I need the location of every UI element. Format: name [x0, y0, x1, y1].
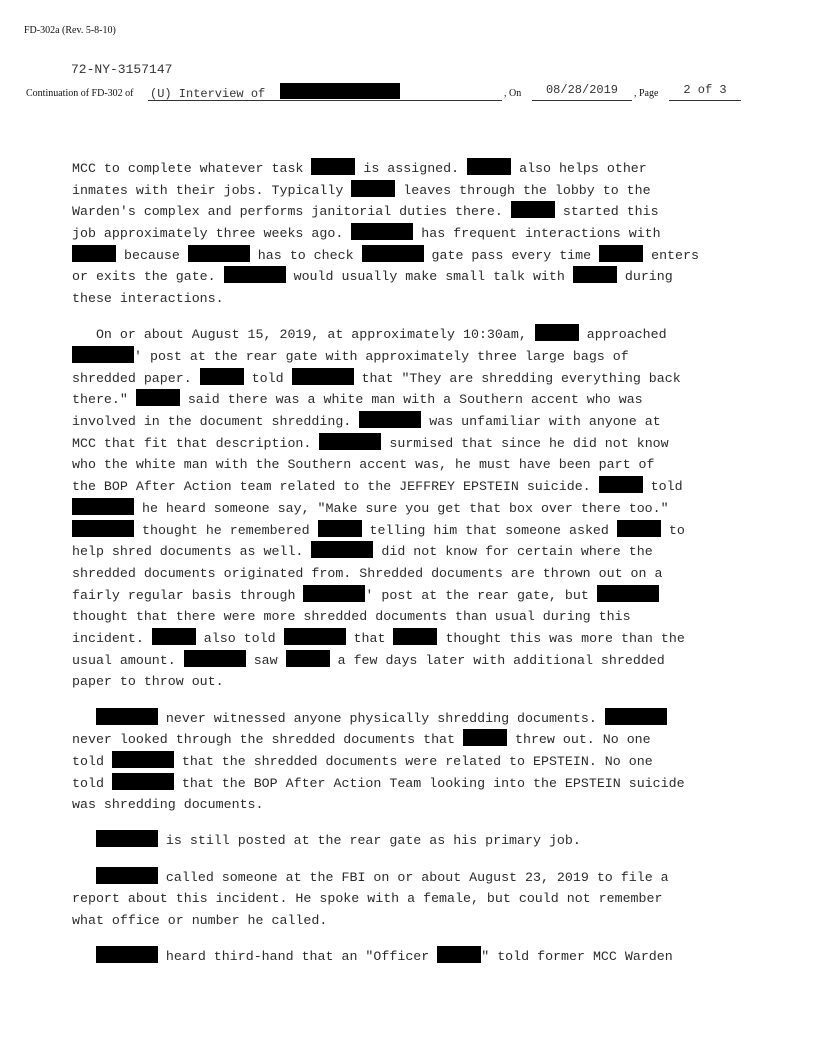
redaction-box [362, 245, 424, 262]
date-field: 08/28/2019 [532, 83, 632, 101]
redaction-box [96, 946, 158, 963]
redaction-box [200, 368, 244, 385]
redaction-box [393, 628, 437, 645]
text-line: told that the BOP After Action Team looking into the EPSTEIN suicide [72, 773, 752, 795]
paragraph [72, 708, 752, 816]
text-line: he heard someone say, "Make sure you get that box over there too." [72, 498, 752, 520]
redaction-box [292, 368, 354, 385]
text-line: help shred documents as well. did not know for certain where the [72, 541, 752, 563]
redaction-box [437, 946, 481, 963]
document-body [72, 158, 752, 968]
text-line: report about this incident. He spoke with a female, but could not remember [72, 891, 663, 907]
redaction-box [319, 433, 381, 450]
redaction-box [112, 773, 174, 790]
text-line: ' post at the rear gate with approximately three large bags of [72, 346, 752, 368]
redaction-box [599, 476, 643, 493]
subject-field [148, 83, 502, 101]
redaction-box [597, 585, 659, 602]
redaction-box [311, 158, 355, 175]
text-line: never looked through the shredded documents that threw out. No one [72, 729, 752, 751]
text-line: MCC to complete whatever task is assigned. also helps other [72, 158, 752, 180]
text-line: or exits the gate. would usually make small talk with during [72, 266, 752, 288]
redaction-box [286, 650, 330, 667]
subject-text: (U) Interview of [150, 87, 266, 101]
text-line: paper to throw out. [72, 674, 224, 690]
text-line: there." said there was a white man with a Southern accent who was [72, 389, 752, 411]
redaction-box [535, 324, 579, 341]
text-line: usual amount. saw a few days later with additional shredded [72, 650, 752, 672]
redaction-box [467, 158, 511, 175]
redaction-box [72, 346, 134, 363]
redaction-box [96, 867, 158, 884]
text-line: these interactions. [72, 291, 224, 307]
redaction-box [280, 83, 400, 99]
redaction-box [351, 223, 413, 240]
redaction-box [605, 708, 667, 725]
text-line: MCC that fit that description. surmised that since he did not know [72, 433, 752, 455]
continuation-label: Continuation of FD-302 of [26, 88, 134, 99]
redaction-box [303, 585, 365, 602]
redaction-box [359, 411, 421, 428]
redaction-box [72, 245, 116, 262]
paragraph [72, 830, 752, 852]
redaction-box [152, 628, 196, 645]
page-label: , Page [634, 88, 659, 99]
text-line: the BOP After Action team related to the JEFFREY EPSTEIN suicide. told [72, 476, 752, 498]
paragraph [72, 158, 752, 310]
redaction-box [136, 389, 180, 406]
text-line: shredded documents originated from. Shredded documents are thrown out on a [72, 565, 663, 581]
redaction-box [573, 266, 617, 283]
redaction-box [311, 541, 373, 558]
paragraph [72, 867, 752, 932]
text-line: fairly regular basis through ' post at the rear gate, but [72, 585, 752, 607]
redaction-box [188, 245, 250, 262]
on-label: , On [504, 88, 522, 99]
text-line: called someone at the FBI on or about August 23, 2019 to file a [72, 867, 752, 889]
text-line: incident. also told that thought this was more than the [72, 628, 752, 650]
redaction-box [511, 201, 555, 218]
redaction-box [224, 266, 286, 283]
continuation-line [26, 83, 746, 101]
text-line: never witnessed anyone physically shredding documents. [72, 708, 752, 730]
redaction-box [72, 498, 134, 515]
redaction-box [318, 520, 362, 537]
paragraph [72, 946, 752, 968]
redaction-box [284, 628, 346, 645]
text-line: thought that there were more shredded documents than usual during this [72, 609, 631, 625]
text-line: job approximately three weeks ago. has frequent interactions with [72, 223, 752, 245]
redaction-box [96, 708, 158, 725]
redaction-box [351, 180, 395, 197]
redaction-box [96, 830, 158, 847]
redaction-box [72, 520, 134, 537]
case-number: 72-NY-3157147 [71, 62, 173, 77]
redaction-box [463, 729, 507, 746]
redaction-box [599, 245, 643, 262]
text-line: heard third-hand that an "Officer " told former MCC Warden [72, 946, 752, 968]
text-line: told that the shredded documents were related to EPSTEIN. No one [72, 751, 752, 773]
text-line: who the white man with the Southern accent was, he must have been part of [72, 457, 655, 473]
text-line: inmates with their jobs. Typically leaves through the lobby to the [72, 180, 752, 202]
redaction-box [184, 650, 246, 667]
text-line: On or about August 15, 2019, at approximately 10:30am, approached [72, 324, 752, 346]
text-line: is still posted at the rear gate as his primary job. [72, 830, 752, 852]
redaction-box [617, 520, 661, 537]
text-line: Warden's complex and performs janitorial duties there. started this [72, 201, 752, 223]
paragraph [72, 324, 752, 693]
page-field: 2 of 3 [669, 83, 741, 101]
form-id: FD-302a (Rev. 5-8-10) [24, 25, 116, 36]
text-line: what office or number he called. [72, 913, 328, 928]
redaction-box [112, 751, 174, 768]
text-line: thought he remembered telling him that someone asked to [72, 520, 752, 542]
text-line: involved in the document shredding. was unfamiliar with anyone at [72, 411, 752, 433]
text-line: shredded paper. told that "They are shredding everything back [72, 368, 752, 390]
text-line: because has to check gate pass every time enters [72, 245, 752, 267]
text-line: was shredding documents. [72, 797, 264, 813]
